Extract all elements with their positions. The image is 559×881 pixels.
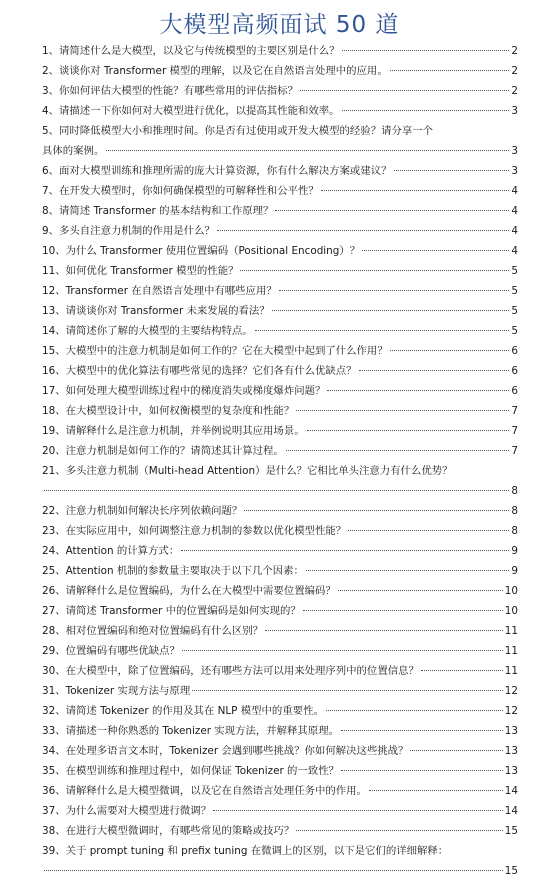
dot-leader xyxy=(338,590,503,591)
dot-leader xyxy=(265,630,503,631)
dot-leader xyxy=(240,270,509,271)
toc-entry-text: 24、Attention 的计算方式： xyxy=(42,545,180,557)
dot-leader xyxy=(213,810,503,811)
toc-page-number: 12 xyxy=(504,685,518,697)
toc-page-number: 3 xyxy=(511,165,518,177)
toc-entry[interactable] xyxy=(42,421,518,441)
toc-entry[interactable] xyxy=(42,521,518,541)
toc-page-number: 11 xyxy=(504,645,518,657)
toc-entry-text: 37、为什么需要对大模型进行微调？ xyxy=(42,805,212,817)
toc-entry[interactable] xyxy=(42,761,518,781)
toc-page-number: 10 xyxy=(504,585,518,597)
toc-entry-text: 18、在大模型设计中，如何权衡模型的复杂度和性能？ xyxy=(42,405,295,417)
toc-page-number: 11 xyxy=(504,625,518,637)
toc-entry-text: 16、大模型中的优化算法有哪些常见的选择？它们各有什么优缺点？ xyxy=(42,365,357,377)
dot-leader xyxy=(341,770,503,771)
dot-leader xyxy=(286,450,510,451)
dot-leader xyxy=(303,610,503,611)
toc-entry-text: 14、请简述你了解的大模型的主要结构特点。 xyxy=(42,325,253,337)
toc-entry-text: 4、请描述一下你如何对大模型进行优化，以提高其性能和效率。 xyxy=(42,105,340,117)
dot-leader xyxy=(341,730,503,731)
toc-entry[interactable] xyxy=(42,201,518,221)
dot-leader xyxy=(106,150,509,151)
toc-entry-text: 20、注意力机制是如何工作的？请简述其计算过程。 xyxy=(42,445,284,457)
toc-entry[interactable] xyxy=(42,701,518,721)
toc-entry[interactable] xyxy=(42,221,518,241)
toc-entry[interactable] xyxy=(42,641,518,661)
toc-page-number: 8 xyxy=(511,505,518,517)
toc-entry[interactable] xyxy=(42,561,518,581)
dot-leader xyxy=(342,50,510,51)
toc-entry-text: 12、Transformer 在自然语言处理中有哪些应用？ xyxy=(42,285,277,297)
toc-entry[interactable] xyxy=(42,621,518,641)
toc-page-number: 13 xyxy=(504,745,518,757)
toc-entry-text: 33、请描述一种你熟悉的 Tokenizer 实现方法，并解释其原理。 xyxy=(42,725,339,737)
toc-entry[interactable] xyxy=(42,781,518,801)
toc-page-number: 3 xyxy=(511,105,518,117)
toc-entry-text: 25、Attention 机制的参数量主要取决于以下几个因素： xyxy=(42,565,304,577)
toc-entry-text: 38、在进行大模型微调时，有哪些常见的策略或技巧？ xyxy=(42,825,295,837)
toc-entry[interactable] xyxy=(42,41,518,61)
toc-entry[interactable] xyxy=(42,341,518,361)
toc-entry-text: 34、在处理多语言文本时，Tokenizer 会遇到哪些挑战？你如何解决这些挑战？ xyxy=(42,745,409,757)
toc-entry-text: 30、在大模型中，除了位置编码，还有哪些方法可以用来处理序列中的位置信息？ xyxy=(42,665,419,677)
toc-page-number: 6 xyxy=(511,385,518,397)
toc-entry-text: 11、如何优化 Transformer 模型的性能？ xyxy=(42,265,239,277)
toc-entry[interactable] xyxy=(42,381,518,401)
toc-entry[interactable] xyxy=(42,401,518,421)
toc-entry[interactable] xyxy=(42,801,518,821)
toc-page-number: 4 xyxy=(511,245,518,257)
table-of-contents xyxy=(42,41,518,881)
toc-entry[interactable] xyxy=(42,601,518,621)
toc-page-number: 5 xyxy=(511,285,518,297)
toc-entry-text: 19、请解释什么是注意力机制，并举例说明其应用场景。 xyxy=(42,425,305,437)
toc-page-number: 7 xyxy=(511,445,518,457)
toc-page-number: 3 xyxy=(511,145,518,157)
toc-page-number: 7 xyxy=(511,425,518,437)
dot-leader xyxy=(307,430,510,431)
dot-leader xyxy=(326,710,503,711)
toc-entry-text: 13、请谈谈你对 Transformer 未来发展的看法？ xyxy=(42,305,270,317)
toc-page-number: 7 xyxy=(511,405,518,417)
dot-leader xyxy=(217,230,510,231)
toc-entry[interactable] xyxy=(42,541,518,561)
toc-entry[interactable] xyxy=(42,101,518,121)
toc-entry[interactable] xyxy=(42,361,518,381)
toc-page-number: 12 xyxy=(504,705,518,717)
toc-entry[interactable] xyxy=(42,821,518,841)
dot-leader xyxy=(362,250,509,251)
toc-entry[interactable] xyxy=(42,501,518,521)
toc-entry[interactable] xyxy=(42,441,518,461)
dot-leader xyxy=(348,530,509,531)
toc-page-number: 5 xyxy=(511,325,518,337)
dot-leader xyxy=(327,390,509,391)
toc-entry-text: 2、谈谈你对 Transformer 模型的理解，以及它在自然语言处理中的应用。 xyxy=(42,65,388,77)
dot-leader xyxy=(296,830,503,831)
toc-entry[interactable] xyxy=(42,281,518,301)
toc-entry-text: 3、你如何评估大模型的性能？有哪些常用的评估指标？ xyxy=(42,85,298,97)
toc-entry-text: 27、请简述 Transformer 中的位置编码是如何实现的？ xyxy=(42,605,301,617)
toc-entry-text: 17、如何处理大模型训练过程中的梯度消失或梯度爆炸问题？ xyxy=(42,385,326,397)
toc-page-number: 5 xyxy=(511,305,518,317)
toc-page-number: 15 xyxy=(504,825,518,837)
toc-page-number: 11 xyxy=(504,665,518,677)
toc-entry-text: 32、请简述 Tokenizer 的作用及其在 NLP 模型中的重要性。 xyxy=(42,705,324,717)
dot-leader xyxy=(369,790,503,791)
dot-leader xyxy=(410,750,502,751)
dot-leader xyxy=(421,670,503,671)
toc-page-number: 6 xyxy=(511,365,518,377)
toc-entry-text: 9、多头自注意力机制的作用是什么？ xyxy=(42,225,215,237)
dot-leader xyxy=(342,110,510,111)
toc-page-number: 15 xyxy=(504,865,518,877)
dot-leader xyxy=(181,550,509,551)
toc-entry[interactable] xyxy=(42,681,518,701)
toc-page-number: 8 xyxy=(511,485,518,497)
dot-leader xyxy=(279,290,510,291)
toc-entry-text: 28、相对位置编码和绝对位置编码有什么区别？ xyxy=(42,625,264,637)
toc-entry[interactable] xyxy=(42,241,518,261)
toc-entry-text: 1、请简述什么是大模型，以及它与传统模型的主要区别是什么？ xyxy=(42,45,340,57)
toc-page-number: 9 xyxy=(511,565,518,577)
toc-page-number: 4 xyxy=(511,225,518,237)
toc-entry-text-line1: 5、同时降低模型大小和推理时间。你是否有过使用或开发大模型的经验？请分享一个 xyxy=(42,125,434,137)
toc-page-number: 14 xyxy=(504,805,518,817)
toc-entry[interactable] xyxy=(42,581,518,601)
toc-entry-text: 31、Tokenizer 实现方法与原理 xyxy=(42,685,191,697)
toc-entry-text: 7、在开发大模型时，你如何确保模型的可解释性和公平性？ xyxy=(42,185,319,197)
toc-page-number: 2 xyxy=(511,45,518,57)
toc-entry[interactable] xyxy=(42,741,518,761)
toc-entry-text: 6、面对大模型训练和推理所需的庞大计算资源，你有什么解决方案或建议？ xyxy=(42,165,392,177)
toc-entry-text: 具体的案例。 xyxy=(42,145,105,157)
toc-entry[interactable] xyxy=(42,721,518,741)
toc-entry[interactable] xyxy=(42,161,518,181)
dot-leader xyxy=(275,210,509,211)
toc-page-number: 13 xyxy=(504,725,518,737)
dot-leader xyxy=(390,70,510,71)
dot-leader xyxy=(300,90,509,91)
toc-entry-text: 22、注意力机制如何解决长序列依赖问题？ xyxy=(42,505,243,517)
dot-leader xyxy=(359,370,510,371)
dot-leader xyxy=(390,350,510,351)
dot-leader xyxy=(244,510,509,511)
toc-entry-text: 23、在实际应用中，如何调整注意力机制的参数以优化模型性能？ xyxy=(42,525,347,537)
toc-page-number: 14 xyxy=(504,785,518,797)
toc-entry-text: 10、为什么 Transformer 使用位置编码（Positional Encoding）？ xyxy=(42,245,361,257)
toc-page-number: 9 xyxy=(511,545,518,557)
dot-leader xyxy=(306,570,509,571)
toc-page-number: 2 xyxy=(511,65,518,77)
toc-entry-text: 36、请解释什么是大模型微调，以及它在自然语言处理任务中的作用。 xyxy=(42,785,367,797)
dot-leader xyxy=(394,170,510,171)
toc-entry[interactable] xyxy=(42,121,518,161)
toc-entry-text-line1: 39、关于 prompt tuning 和 prefix tuning 在微调上的区别，以下是它们的详细解释： xyxy=(42,845,449,857)
toc-entry[interactable] xyxy=(42,321,518,341)
dot-leader xyxy=(192,690,503,691)
toc-page-number: 6 xyxy=(511,345,518,357)
toc-page-number: 8 xyxy=(511,525,518,537)
toc-entry[interactable] xyxy=(42,61,518,81)
dot-leader xyxy=(44,870,503,871)
dot-leader xyxy=(272,310,510,311)
page-title: 大模型高频面试 50 道 xyxy=(159,12,400,38)
dot-leader xyxy=(255,330,510,331)
dot-leader xyxy=(296,410,509,411)
toc-entry-text: 26、请解释什么是位置编码，为什么在大模型中需要位置编码？ xyxy=(42,585,336,597)
toc-entry[interactable] xyxy=(42,261,518,281)
dot-leader xyxy=(321,190,510,191)
toc-page-number: 4 xyxy=(511,185,518,197)
toc-entry-text: 35、在模型训练和推理过程中，如何保证 Tokenizer 的一致性？ xyxy=(42,765,339,777)
toc-entry[interactable] xyxy=(42,301,518,321)
dot-leader xyxy=(182,650,503,651)
toc-entry-text-line1: 21、多头注意力机制（Multi-head Attention）是什么？它相比单头注意力有什么优势？ xyxy=(42,465,453,477)
toc-entry[interactable] xyxy=(42,181,518,201)
toc-entry-text: 15、大模型中的注意力机制是如何工作的？它在大模型中起到了什么作用？ xyxy=(42,345,388,357)
toc-page-number: 2 xyxy=(511,85,518,97)
toc-entry-text: 29、位置编码有哪些优缺点？ xyxy=(42,645,180,657)
toc-page-number: 5 xyxy=(511,265,518,277)
toc-entry[interactable] xyxy=(42,841,518,881)
toc-entry[interactable] xyxy=(42,81,518,101)
toc-entry[interactable] xyxy=(42,661,518,681)
toc-page-number: 4 xyxy=(511,205,518,217)
toc-page-number: 13 xyxy=(504,765,518,777)
toc-entry-text: 8、请简述 Transformer 的基本结构和工作原理？ xyxy=(42,205,274,217)
toc-entry[interactable] xyxy=(42,461,518,501)
toc-page-number: 10 xyxy=(504,605,518,617)
dot-leader xyxy=(44,490,509,491)
